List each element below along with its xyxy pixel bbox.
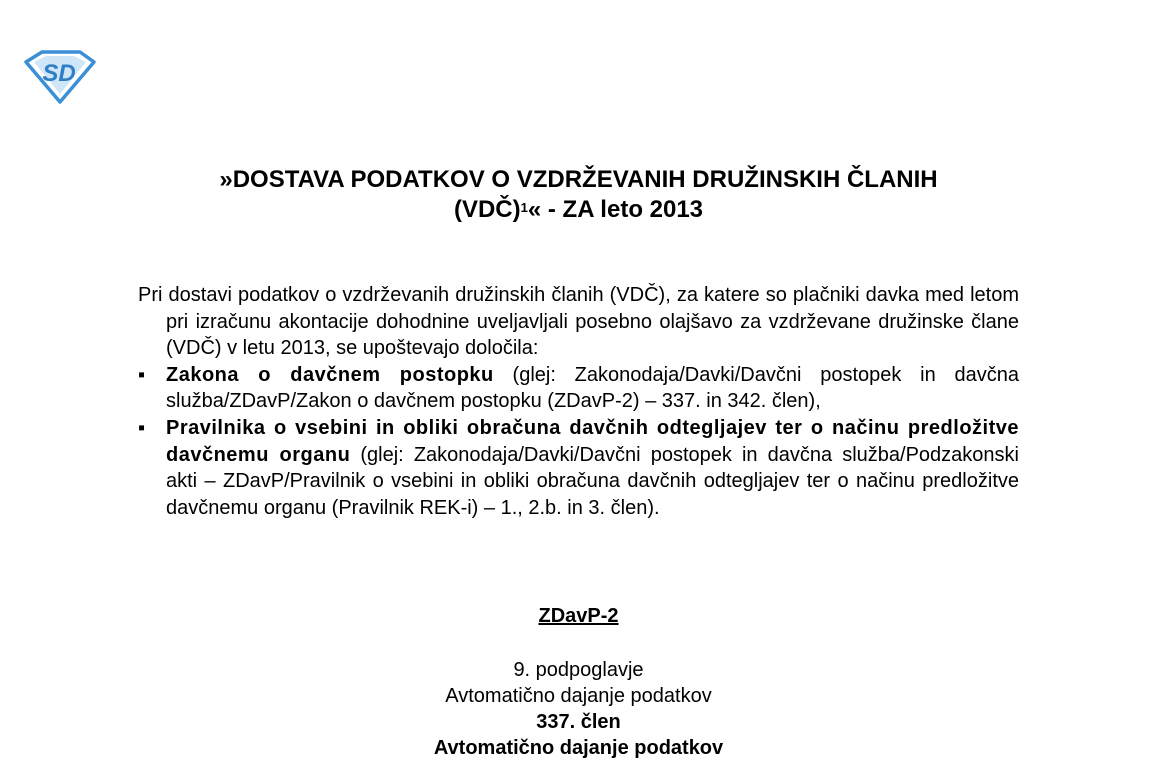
title-line-2-suffix: « - ZA leto 2013: [527, 196, 704, 223]
bullet-icon: ▪: [138, 416, 146, 439]
logo-monogram: SD: [42, 60, 76, 87]
document-title: [0, 165, 1157, 225]
regulation-name: Pravilnika o vsebini in obliki obračuna davčnih odtegljajev ter o načinu predložitve davčnemu organu: [166, 416, 1019, 466]
section-heading: ZDavP-2: [538, 605, 619, 627]
document-body: [138, 282, 1019, 521]
logo-icon: [22, 48, 96, 104]
law-name: Zakona o davčnem postopku: [166, 363, 494, 386]
article-title: Avtomatično dajanje podatkov: [433, 737, 724, 759]
title-footnote: 1: [520, 200, 528, 215]
article-number: 337. člen: [536, 711, 621, 733]
list-item: [138, 415, 1019, 521]
title-line-2: [0, 195, 1157, 225]
subchapter-title: Avtomatično dajanje podatkov: [445, 685, 712, 707]
law-reference: (glej: Zakonodaja/Davki/Davčni postopek in davčna služba/ZDavP/Zakon o davčnem postopku (ZDavP-2) – 337. in 342. člen),: [166, 363, 1019, 413]
title-line-2-prefix: (VDČ): [453, 196, 521, 223]
intro-paragraph: Pri dostavi podatkov o vzdrževanih družinskih članih (VDČ), za katere so plačniki davka med letom pri izračunu akontacije dohodnine uveljavljali posebno olajšavo za vzdrževane družinske člane (VDČ) v letu 2013, se upoštevajo določila:: [138, 284, 1019, 360]
list-item: [138, 362, 1019, 415]
subchapter-label: 9. podpoglavje: [513, 659, 644, 681]
bullet-icon: ▪: [138, 363, 146, 386]
title-line-1: »DOSTAVA PODATKOV O VZDRŽEVANIH DRUŽINSKIH ČLANIH: [219, 166, 938, 193]
regulation-reference: (glej: Zakonodaja/Davki/Davčni postopek in davčna služba/Podzakonski akti – ZDavP/Pravilnik o vsebini in obliki obračuna davčnih odtegljajev ter o načinu predložitve davčnemu organu (Pravilnik REK-i) – 1., 2.b. in 3. člen).: [166, 443, 1019, 519]
